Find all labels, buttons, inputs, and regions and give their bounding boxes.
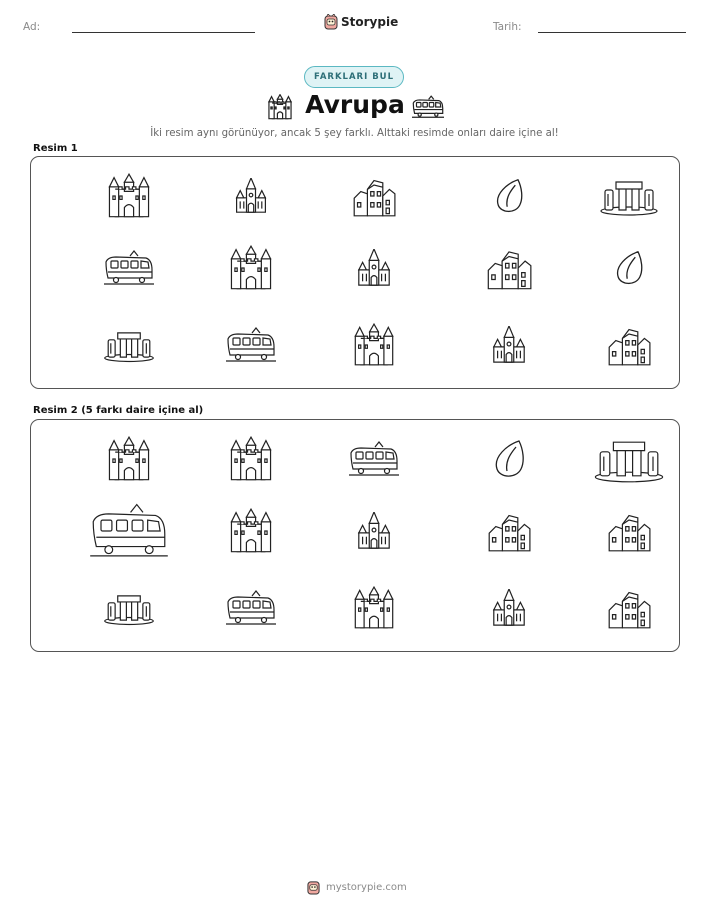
name-label: Ad:: [23, 21, 41, 33]
tram-icon[interactable]: [349, 440, 399, 478]
page-title: Avrupa: [305, 90, 405, 119]
name-line[interactable]: [72, 32, 255, 33]
instructions: İki resim aynı görünüyor, ancak 5 şey farklı. Alttaki resimde onları daire içine al!: [150, 128, 559, 139]
cathedral-icon: [355, 245, 393, 291]
picture-2-panel[interactable]: [30, 419, 680, 652]
stonehenge-icon: [599, 176, 659, 216]
date-line[interactable]: [538, 32, 686, 33]
cathedral-icon[interactable]: [490, 585, 528, 631]
castle-icon: [266, 94, 294, 120]
village-houses-icon: [486, 245, 532, 291]
castle-icon[interactable]: [228, 436, 274, 482]
castle-icon[interactable]: [352, 586, 396, 630]
storypie-mascot-icon: [307, 880, 320, 895]
picture-1-label: Resim 1: [33, 143, 78, 154]
footer: [307, 880, 407, 895]
stonehenge-icon[interactable]: [103, 588, 155, 628]
tram-icon: [412, 94, 444, 120]
village-houses-icon[interactable]: [486, 509, 532, 553]
village-houses-icon[interactable]: [607, 586, 651, 630]
castle-icon[interactable]: [106, 436, 152, 482]
tram-icon: [226, 326, 276, 364]
cathedral-icon[interactable]: [355, 508, 393, 554]
tram-icon[interactable]: [90, 503, 168, 559]
logo-text: Storypie: [341, 15, 399, 29]
cathedral-icon: [490, 322, 528, 368]
castle-icon: [106, 173, 152, 219]
picture-2-label: Resim 2 (5 farkı daire içine al): [33, 405, 204, 416]
village-houses-icon: [607, 323, 651, 367]
footer-url[interactable]: mystorypie.com: [326, 882, 407, 893]
almond-icon[interactable]: [489, 436, 529, 482]
almond-icon: [491, 173, 527, 219]
date-label: Tarih:: [493, 21, 522, 33]
village-houses-icon: [352, 173, 396, 219]
almond-icon: [611, 247, 647, 289]
stonehenge-icon[interactable]: [593, 433, 665, 485]
picture-1-panel: [30, 156, 680, 389]
storypie-mascot-icon: [324, 14, 338, 30]
castle-icon[interactable]: [228, 508, 274, 554]
find-differences-badge: FARKLARI BUL: [304, 66, 404, 88]
castle-icon: [352, 323, 396, 367]
tram-icon: [104, 248, 154, 288]
village-houses-icon[interactable]: [606, 509, 652, 553]
stonehenge-icon: [103, 325, 155, 365]
tram-icon[interactable]: [226, 589, 276, 627]
storypie-logo: [324, 14, 398, 30]
cathedral-icon: [233, 173, 269, 219]
castle-icon: [228, 245, 274, 291]
